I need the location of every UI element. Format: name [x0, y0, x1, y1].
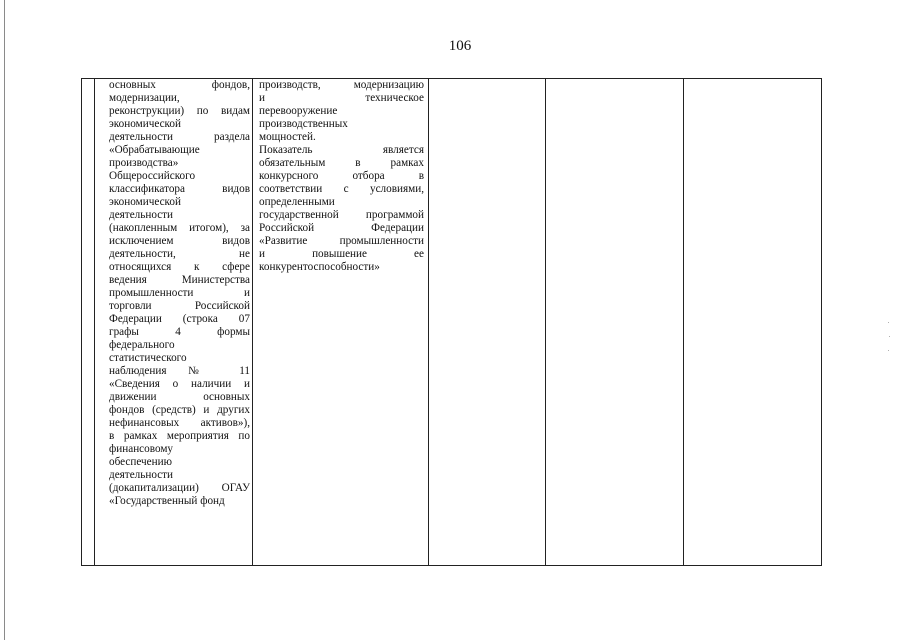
text-line: графы 4 формы — [109, 326, 250, 338]
text-line: экономической — [109, 196, 181, 208]
text-line: фондов (средств) и других — [109, 404, 250, 416]
text-line: обязательным в рамках — [259, 157, 424, 169]
document-table — [81, 78, 822, 566]
text-line: классификатора видов — [109, 183, 250, 195]
text-line: конкурентоспособности» — [259, 261, 380, 273]
text-line: реконструкции) по видам — [109, 105, 250, 117]
text-line: модернизации, — [109, 92, 180, 104]
text-line: производств, модернизацию — [259, 79, 424, 91]
text-line: нефинансовых активов»), — [109, 417, 250, 429]
text-line: (докапитализации) ОГАУ — [109, 482, 250, 494]
table-cell-index — [82, 79, 95, 566]
text-line: Общероссийского — [109, 170, 196, 182]
table-row — [82, 79, 822, 566]
text-line: промышленности и — [109, 287, 250, 299]
text-line: основных фондов, — [109, 79, 250, 91]
text-line: наблюдения № 11 — [109, 365, 250, 377]
text-line: относящихся к сфере — [109, 261, 250, 273]
scan-speck — [888, 350, 889, 351]
text-line: деятельности раздела — [109, 131, 250, 143]
text-line: Федерации (строка 07 — [109, 313, 250, 325]
text-line: финансовому — [109, 443, 173, 455]
text-line: «Сведения о наличии и — [109, 378, 250, 390]
text-line: федерального — [109, 339, 175, 351]
text-line: деятельности — [109, 469, 174, 481]
text-line: соответствии с условиями, — [259, 183, 424, 195]
text-line: конкурсного отбора в — [259, 170, 424, 182]
scan-speck — [888, 322, 889, 323]
text-line: торговли Российской — [109, 300, 250, 312]
table-cell-indicator-note — [253, 79, 429, 566]
page-edge-line — [4, 0, 5, 640]
text-line: «Государственный фонд — [109, 495, 225, 507]
text-line: и повышение ее — [259, 248, 424, 260]
text-line: мощностей. — [259, 131, 316, 143]
text-line: движении основных — [109, 391, 250, 403]
table-cell-indicator-description — [95, 79, 253, 566]
scan-speck — [889, 336, 890, 337]
text-line: статистического — [109, 352, 187, 364]
page-number: 106 — [448, 38, 472, 54]
table-cell-empty-1 — [429, 79, 546, 566]
table-cell-empty-3 — [684, 79, 822, 566]
text-line: в рамках мероприятия по — [109, 430, 250, 442]
text-line: производственных — [259, 118, 348, 130]
text-line: государственной программой — [259, 209, 424, 221]
text-line: деятельности — [109, 209, 174, 221]
text-line: (накопленным итогом), за — [109, 222, 250, 234]
indicator-note-text — [253, 79, 428, 274]
text-line: перевооружение — [259, 105, 338, 117]
text-line: определенными — [259, 196, 335, 208]
text-line: ведения Министерства — [109, 274, 250, 286]
text-line: Показатель является — [259, 144, 424, 156]
text-line: «Обрабатывающие — [109, 144, 200, 156]
table-cell-empty-2 — [546, 79, 684, 566]
text-line: и техническое — [259, 92, 424, 104]
text-line: «Развитие промышленности — [259, 235, 424, 247]
text-line: исключением видов — [109, 235, 250, 247]
text-line: обеспечению — [109, 456, 172, 468]
text-line: Российской Федерации — [259, 222, 424, 234]
text-line: деятельности, не — [109, 248, 250, 260]
text-line: экономической — [109, 118, 181, 130]
text-line: производства» — [109, 157, 179, 169]
indicator-description-text — [95, 79, 252, 508]
